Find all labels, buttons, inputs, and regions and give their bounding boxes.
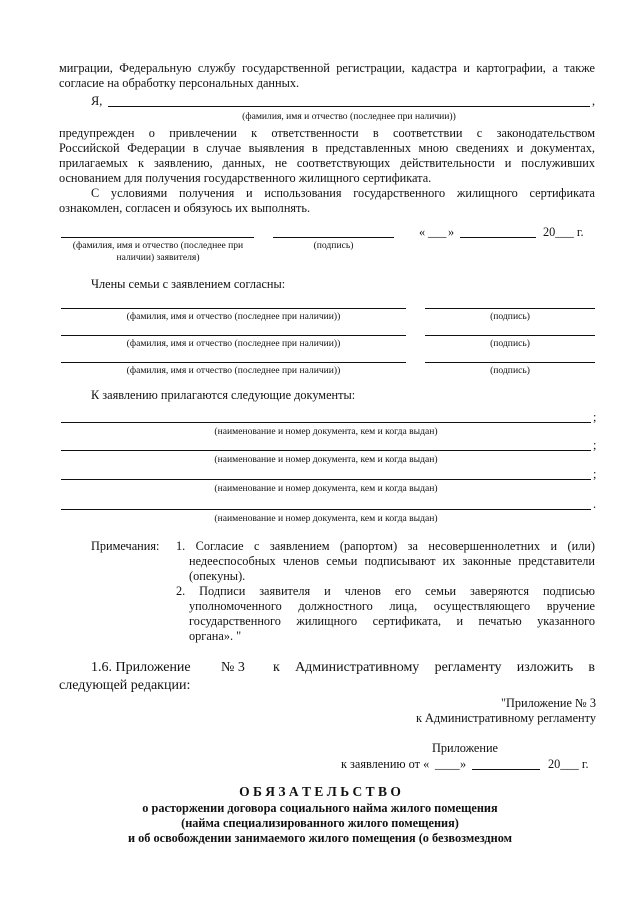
conditions-line-2: ознакомлен, согласен и обязуюсь их выполнять. bbox=[59, 201, 311, 215]
document-caption: (наименование и номер документа, кем и когда выдан) bbox=[214, 426, 438, 437]
note-1-line-1: 1. Согласие с заявлением (рапортом) за несовершеннолетних и (или) bbox=[176, 539, 595, 553]
family-fio-line-1[interactable] bbox=[61, 308, 406, 309]
family-fio-line-3[interactable] bbox=[61, 362, 406, 363]
date-year: 20___ г. bbox=[543, 225, 584, 239]
family-sign-line-3[interactable] bbox=[425, 362, 595, 363]
amendment-text: к Административному регламенту изложить в bbox=[273, 660, 595, 675]
appendix-label: "Приложение № 3 bbox=[500, 696, 596, 710]
document-end-2: ; bbox=[593, 438, 597, 452]
note-1-line-2: недееспособных членов семьи подписывают их законные представители bbox=[189, 554, 595, 568]
date-open-quote: « bbox=[419, 225, 426, 239]
family-sign-line-1[interactable] bbox=[425, 308, 595, 309]
consent-text-line-1: миграции, Федеральную службу государственной регистрации, кадастра и картографии, а также bbox=[59, 61, 595, 75]
applicant-fio-line[interactable] bbox=[61, 237, 254, 238]
amendment-line-2: следующей редакции: bbox=[59, 678, 191, 693]
family-sign-line-2[interactable] bbox=[425, 335, 595, 336]
obligation-subtitle-3: и об освобождении занимаемого жилого помещения (о безвозмездном bbox=[127, 831, 513, 845]
applicant-fio-caption-2: наличии) заявителя) bbox=[116, 252, 200, 263]
family-fio-caption: (фамилия, имя и отчество (последнее при наличии)) bbox=[126, 338, 341, 349]
warning-line-4: основанием для получения государственного жилищного сертификата. bbox=[59, 171, 432, 185]
date-close-quote: » bbox=[448, 225, 455, 239]
note-2-line-4: органа». " bbox=[189, 629, 242, 643]
note-1-line-3: (опекуны). bbox=[189, 569, 246, 583]
applicant-sign-caption: (подпись) bbox=[313, 240, 354, 251]
document-line-4[interactable] bbox=[61, 509, 591, 510]
comma: , bbox=[592, 94, 596, 108]
annex-month-line[interactable] bbox=[472, 769, 540, 770]
documents-heading: К заявлению прилагаются следующие документы: bbox=[91, 388, 356, 402]
warning-line-2: Российской Федерации в случае выявления в представленных мною сведениях и документах, bbox=[59, 141, 595, 155]
note-2-line-1: 2. Подписи заявителя и членов его семьи заверяются подписью bbox=[176, 584, 595, 598]
annex-title: Приложение bbox=[432, 741, 498, 755]
date-month-line[interactable] bbox=[460, 237, 536, 238]
consent-text-line-2: согласие на обработку персональных данных. bbox=[59, 76, 300, 90]
family-fio-line-2[interactable] bbox=[61, 335, 406, 336]
date-day-blank[interactable]: ___ bbox=[428, 225, 447, 239]
amendment-appendix-no: № 3 bbox=[221, 660, 245, 675]
annex-day-blank[interactable]: ____ bbox=[435, 757, 460, 771]
applicant-signature-line[interactable] bbox=[273, 237, 394, 238]
warning-line-3: прилагаемых к заявлению, данных, не соответствующих действительности и послуживших bbox=[59, 156, 595, 170]
applicant-fio-caption-1: (фамилия, имя и отчество (последнее при bbox=[72, 240, 244, 251]
obligation-subtitle-2: (найма специализированного жилого помещения) bbox=[181, 816, 459, 830]
fio-field-line[interactable] bbox=[108, 106, 590, 107]
note-2-line-3: государственного жилищного сертификата, и печатью указанного bbox=[189, 614, 595, 628]
annex-to-application: к заявлению от « bbox=[341, 757, 430, 771]
document-line-3[interactable] bbox=[61, 479, 591, 480]
family-fio-caption: (фамилия, имя и отчество (последнее при наличии)) bbox=[126, 311, 341, 322]
obligation-title: О Б Я З А Т Е Л Ь С Т В О bbox=[239, 784, 401, 799]
document-caption: (наименование и номер документа, кем и когда выдан) bbox=[214, 513, 438, 524]
family-heading: Члены семьи с заявлением согласны: bbox=[91, 277, 286, 291]
annex-year: 20___ г. bbox=[548, 757, 589, 771]
appendix-regulation: к Административному регламенту bbox=[415, 711, 596, 725]
notes-label: Примечания: bbox=[91, 539, 160, 553]
document-line-2[interactable] bbox=[61, 450, 591, 451]
document-caption: (наименование и номер документа, кем и когда выдан) bbox=[214, 483, 438, 494]
annex-close-quote: » bbox=[460, 757, 467, 771]
document-end-3: ; bbox=[593, 467, 597, 481]
family-sign-caption: (подпись) bbox=[490, 338, 530, 349]
ya-label: Я, bbox=[91, 94, 103, 108]
document-line-1[interactable] bbox=[61, 422, 591, 423]
document-caption: (наименование и номер документа, кем и когда выдан) bbox=[214, 454, 438, 465]
document-end-1: ; bbox=[593, 410, 597, 424]
conditions-line-1: С условиями получения и использования государственного жилищного сертификата bbox=[91, 186, 595, 200]
amendment-number: 1.6. Приложение bbox=[91, 660, 191, 675]
family-fio-caption: (фамилия, имя и отчество (последнее при наличии)) bbox=[126, 365, 341, 376]
note-2-line-2: уполномоченного должностного лица, осуществляющего вручение bbox=[189, 599, 595, 613]
document-end-4: . bbox=[593, 497, 597, 511]
obligation-subtitle-1: о расторжении договора социального найма жилого помещения bbox=[142, 801, 498, 815]
warning-line-1: предупрежден о привлечении к ответственности в соответствии с законодательством bbox=[59, 126, 595, 140]
family-sign-caption: (подпись) bbox=[490, 311, 530, 322]
family-sign-caption: (подпись) bbox=[490, 365, 530, 376]
fio-caption: (фамилия, имя и отчество (последнее при наличии)) bbox=[242, 111, 456, 122]
